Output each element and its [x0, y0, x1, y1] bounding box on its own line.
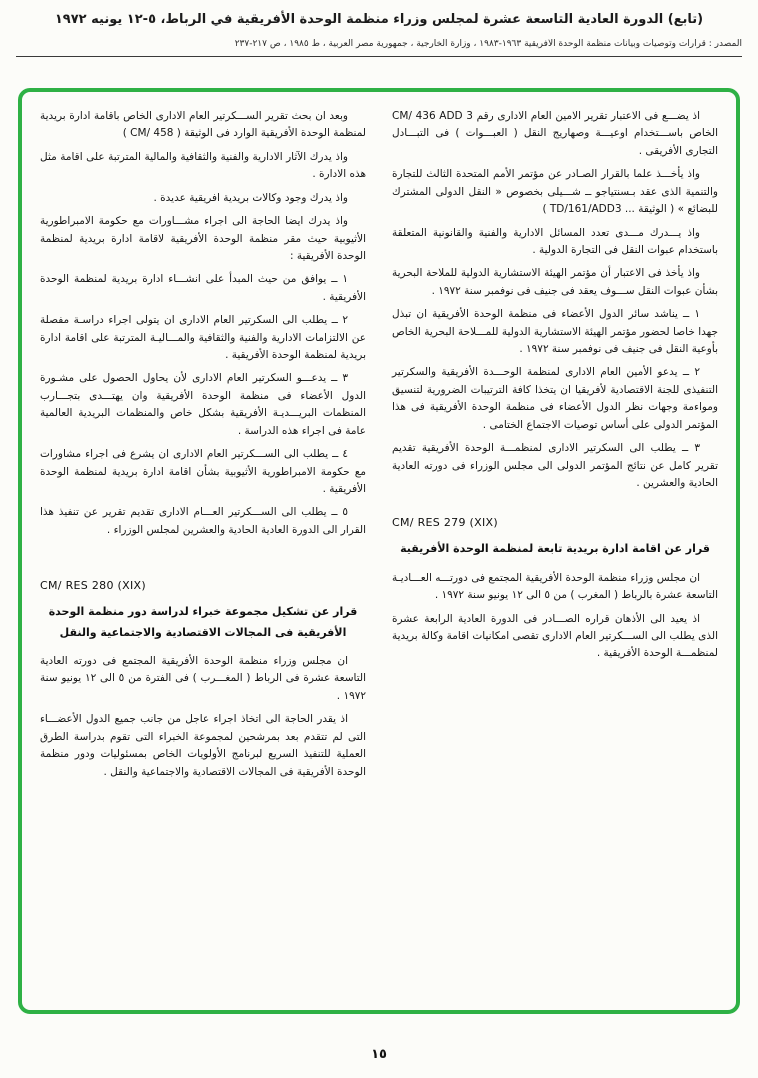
paragraph: وبعد ان بحث تقرير الســـكرتير العام الادارى الخاص باقامة ادارة بريدية لمنظمة الوحدة الأفريقية الوارد فى الوثيقة ( CM/ 458 ): [40, 110, 366, 140]
paragraph: ان مجلس وزراء منظمة الوحدة الأفريقية المجتمع فى دورته العادية التاسعة عشرة فى الرباط ( المغـــرب ) فى الفترة من ٥ الى ١٢ يونيو سنة ١٩٧٢ .: [40, 654, 366, 702]
resolution-code: CM/ RES 279 (XIX): [392, 516, 498, 530]
resolution-title: قرار عن تشكيل مجموعة خبراء لدراسة دور منظمة الوحدة الأفريقية فى المجالات الاقتصادية والاجتماعية والنقل: [48, 605, 358, 639]
paragraph: واذ يـــدرك مـــدى تعدد المسائل الادارية والفنية والقانونية المتعلقة باستخدام عبوات النقل فى التجارة الدولية .: [392, 226, 718, 256]
resolution-code: CM/ RES 280 (XIX): [40, 579, 146, 593]
column-left: [40, 108, 366, 994]
paragraph: اذ يقدر الحاجة الى اتخاذ اجراء عاجل من جانب جميع الدول الأعضـــاء التى لم تتقدم بعد بمرشحين لمجموعة الخبراء التى تقوم بدراسة الطرق العملية للتنفيذ السريع لبرنامج الأولويات الخاص بمسئوليات ودور منظمة الوحدة الأفريقية فى المجالات الاقتصادية والاجتماعية والنقل .: [40, 713, 366, 778]
paragraph: ٣ ــ يدعـــو السكرتير العام الادارى لأن يحاول الحصول على مشـورة الدول الأعضاء فى منظمة الوحدة الأفريقية وان يهتـــدى بتجـــارب المنظمات البريـــديـة الأفريقية بشكل خاص والمنظمات البريدية العالمية عامة فى اجراء هذه الدراسة .: [40, 372, 366, 437]
paragraph: ٥ ــ يطلب الى الســـكرتير العـــام الادارى تقديم تقرير عن تنفيذ هذا القرار الى الدورة العادية الحادية والعشرين لمجلس الوزراء .: [40, 506, 366, 536]
page-number: ١٥: [371, 1047, 387, 1062]
paragraph: ٣ ــ يطلب الى السكرتير الادارى لمنظمـــة الوحدة الأفريقية تقديم تقرير كامل عن نتائج المؤتمر الدولى الى مجلس الوزراء فى دورته العادية الحادية والعشرين .: [392, 442, 718, 490]
paragraph: ٢ ــ يطلب الى السكرتير العام الادارى ان يتولى اجراء دراسـة مفصلة عن الالتزامات الادارية والفنية والثقافية والمـــاليـة المترتبة على اقامة ادارة بريدية لمنظمة الوحدة الأفريقية .: [40, 314, 366, 362]
paragraph: واذ يدرك وجود وكالات بريدية افريقية عديدة .: [153, 191, 348, 204]
paragraph: واذ يأخذ فى الاعتبار أن مؤتمر الهيئة الاستشارية الدولية للملاحة البحرية بشأن عبوات النقل ســـوف يعقد فى جنيف فى نوفمبر سنة ١٩٧٢ .: [392, 267, 718, 297]
paragraph: ان مجلس وزراء منظمة الوحدة الأفريقية المجتمع فى دورتـــه العـــاديـة التاسعة عشرة بالرباط ( المغرب ) من ٥ الى ١٢ يونيو سنة ١٩٧٢ .: [392, 571, 718, 602]
paragraph: ١ ــ يوافق من حيث المبدأ على انشـــاء ادارة بريدية لمنظمة الوحدة الأفريقية .: [40, 273, 366, 303]
paragraph: واذ يدرك الآثار الادارية والفنية والثقافية والمالية المترتبة على اقامة مثل هذه الادارة .: [40, 150, 366, 181]
paragraph: اذ يعيد الى الأذهان قراره الصـــادر فى الدورة العادية الرابعة عشرة الذى يطلب الى الســـكرتير العام الادارى تقصى امكانيات اقامة وكالة بريدية لمنظمـــة الوحدة الأفريقية .: [392, 612, 718, 660]
paragraph: ١ ــ يناشد سائر الدول الأعضاء فى منظمة الوحدة الأفريقية ان تبذل جهدا خاصا لحضور مؤتمر الهيئة الاستشارية الدولية للمـــلاحة البحرية الخاص بأوعية النقل فى جنيف فى نوفمبر سنة ١٩٧٢ .: [392, 308, 718, 356]
paragraph: ٢ ــ يدعو الأمين العام الادارى لمنظمة الوحـــدة الأفريقية والسكرتير التنفيذى للجنة الاقتصادية لأفريقيا ان يتخذا كافة الترتيبات الضرورية لتنسيق ومواءمة وجهات نظر الدول الأعضاء فى منظمة الوحدة الأفريقية فى هذا المؤتمر الدولى على أساس توصيات الاجتماع الختامى .: [392, 366, 718, 431]
content-frame: [18, 88, 740, 1014]
header-divider: [16, 56, 742, 57]
paragraph: واذ يأخـــذ علما بالقرار الصـادر عن مؤتمر الأمم المتحدة الثالث للتجارة والتنمية الذى عقد بـسنتياجو ــ شـــيلى بخصوص « النقل الدولى المشترك للبضائع » ( الوثيقة ... TD/161/ADD3 ): [392, 168, 718, 216]
paragraph: اذ يضـــع فى الاعتبار تقرير الامين العام الادارى رقم CM/ 436 ADD 3 الخاص باســـتخدام اوعيـــة وصهاريج النقل ( العبـــوات ) فى التبـــادل التجارى الأفريقى .: [392, 110, 718, 157]
column-right: [392, 108, 718, 994]
paragraph: ٤ ــ يطلب الى الســـكرتير العام الادارى ان يشرع فى اجراء مشاورات مع حكومة الامبراطورية الأثيوبية بشأن اقامة ادارة بريدية لمنظمة الوحدة الأفريقية .: [40, 448, 366, 496]
page-header: [0, 0, 758, 57]
resolution-title: قرار عن اقامة ادارة بريدية تابعة لمنظمة الوحدة الأفريقية: [400, 542, 710, 556]
paragraph: واذ يدرك ايضا الحاجة الى اجراء مشـــاورات مع حكومة الامبراطورية الأثيوبية حيث مقر منظمة الوحدة الأفريقية لاقامة ادارة بريدية لمنظمة الوحدة الأفريقية :: [40, 215, 366, 262]
two-column-layout: [40, 108, 718, 994]
document-title: (تابع) الدورة العادية التاسعة عشرة لمجلس وزراء منظمة الوحدة الأفريقية في الرباط، ٥-١٢ يونيه ١٩٧٢: [54, 12, 704, 27]
source-citation: المصدر : قرارات وتوصيات وبيانات منظمة الوحدة الأفريقية ١٩٦٣-١٩٨٣ ، وزارة الخارجية ، جمهورية مصر العربية ، ط ١٩٨٥ ، ص ٢١٧-٢٣٧: [234, 38, 742, 49]
